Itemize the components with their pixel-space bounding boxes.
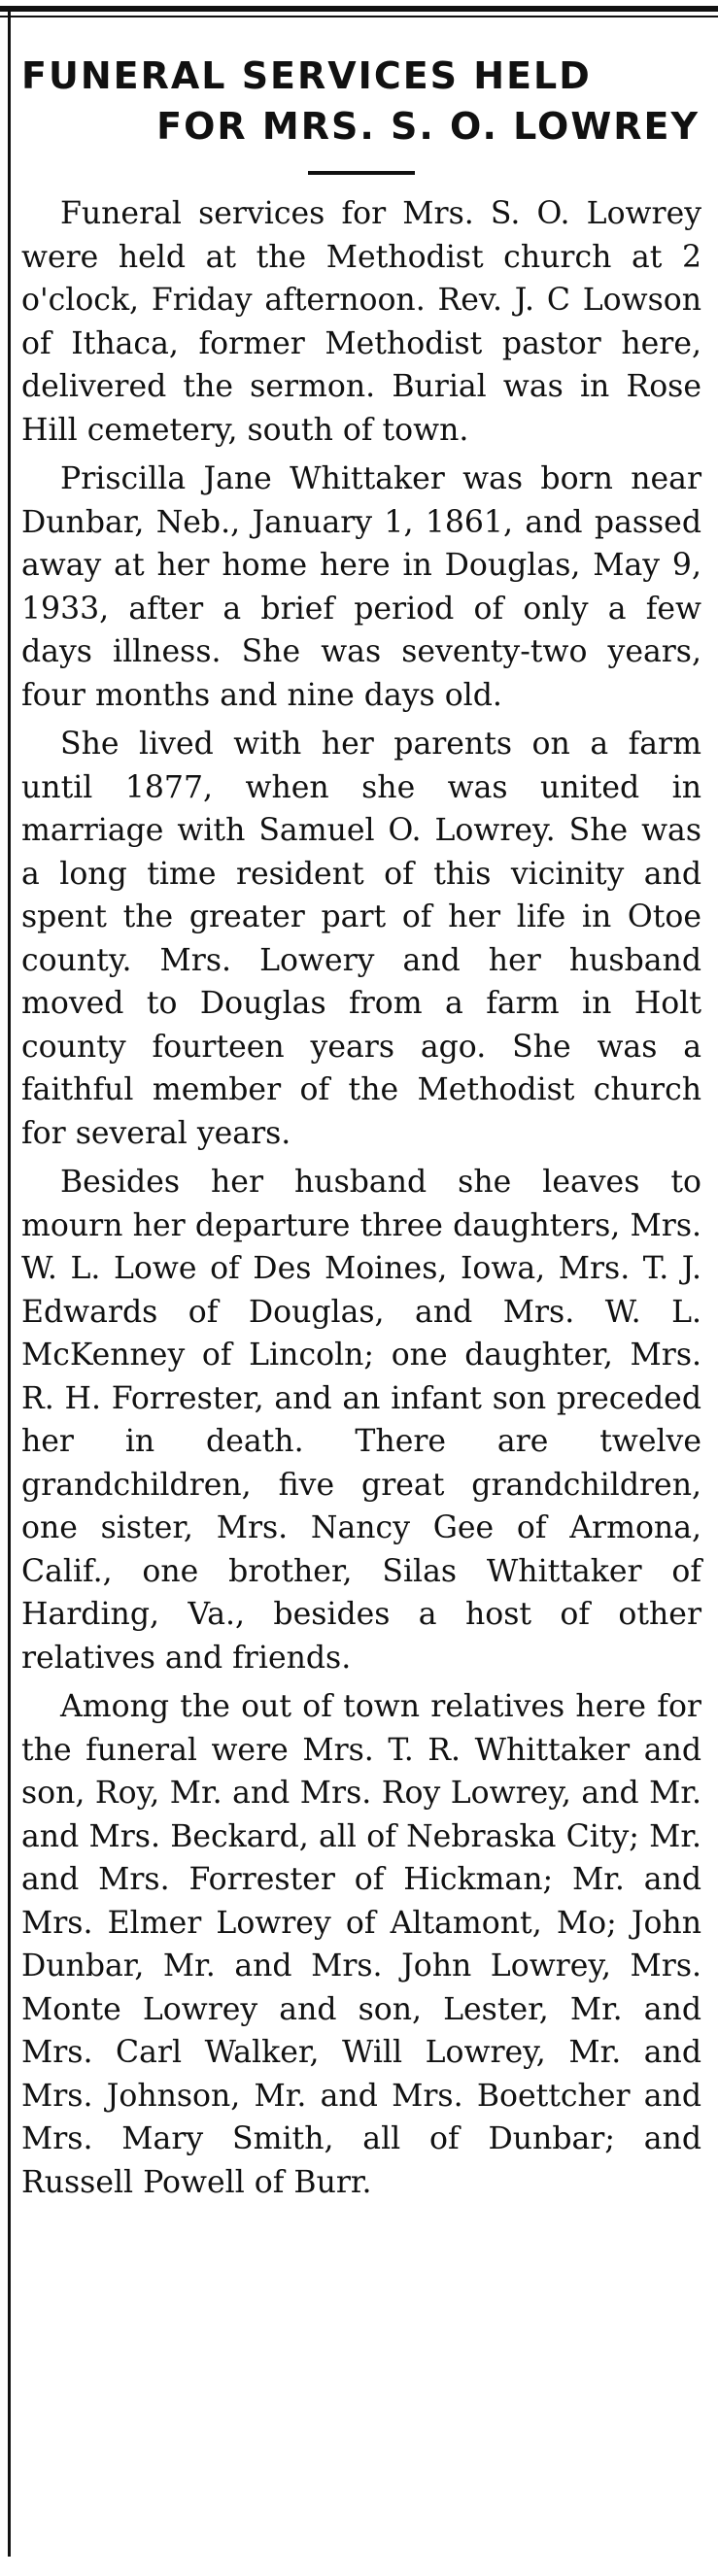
headline-divider: [308, 171, 415, 175]
top-column-rule: [0, 6, 718, 12]
paragraph-survivors: Besides her husband she leaves to mourn her departure three daughters, Mrs. W. L. Lowe of Des Moines, Iowa, Mrs. T. J. Edwards of Douglas, and Mrs. W. L. McKenney of Lincoln; one daughter, Mrs. R. H. Forrester, and an infant son preceded her in death. There are twelve grandchildren, five great grandchildren, one sister, Mrs. Nancy Gee of Armona, Calif., one brother, Silas Whittaker of Harding, Va., besides a host of other relatives and friends.: [21, 1165, 701, 1676]
paragraph-life-history: She lived with her parents on a farm until 1877, when she was united in marriage with Samuel O. Lowrey. She was a long time resident of this vicinity and spent the greater part of her life in Otoe county. Mrs. Lowery and her husband moved to Douglas from a farm in Holt county fourteen years ago. She was a faithful member of the Methodist church for several years.: [21, 727, 701, 1151]
paragraph-out-of-town-relatives: Among the out of town relatives here for the funeral were Mrs. T. R. Whittaker and son, Roy, Mr. and Mrs. Roy Lowrey, and Mr. and Mrs. Beckard, all of Nebraska City; Mr. and Mrs. Forrester of Hickman; Mr. and Mrs. Elmer Lowrey of Altamont, Mo; John Dunbar, Mr. and Mrs. John Lowrey, Mrs. Monte Lowrey and son, Lester, Mr. and Mrs. Carl Walker, Will Lowrey, Mr. and Mrs. Johnson, Mr. and Mrs. Boettcher and Mrs. Mary Smith, all of Dunbar; and Russell Powell of Burr.: [21, 1689, 701, 2200]
paragraph-birth-and-death: Priscilla Jane Whittaker was born near Dunbar, Neb., January 1, 1861, and passed away at her home here in Douglas, May 9, 1933, after a brief period of only a few days illness. She was seventy-two years, four months and nine days old.: [21, 461, 701, 713]
paragraph-funeral-services: Funeral services for Mrs. S. O. Lowrey were held at the Methodist church at 2 o'clock, Friday afternoon. Rev. J. C Lowson of Ithaca, former Methodist pastor here, delivered the sermon. Burial was in Rose Hill cemetery, south of town.: [21, 196, 701, 448]
headline-line-2: FOR MRS. S. O. LOWREY: [156, 105, 700, 148]
headline-line-1: FUNERAL SERVICES HELD: [21, 54, 592, 97]
left-column-rule: [8, 12, 11, 2557]
obituary-article: [21, 51, 701, 2210]
top-column-rule-thin: [0, 16, 718, 17]
